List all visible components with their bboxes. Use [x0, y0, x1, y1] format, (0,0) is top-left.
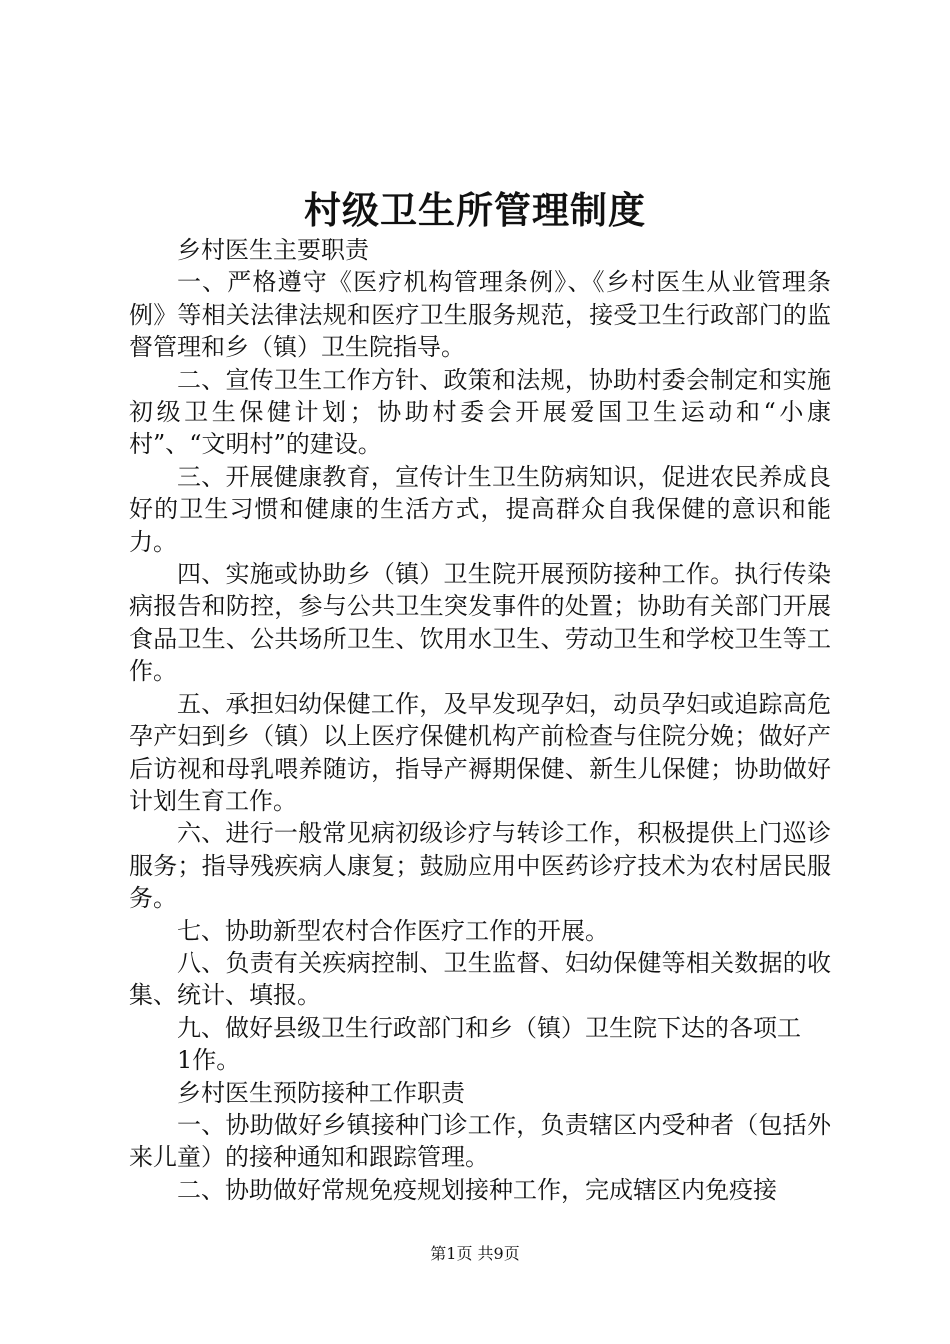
paragraph: 二、宣传卫生工作方针、政策和法规，协助村委会制定和实施初级卫生保健计划；协助村委会开展爱国卫生运动和“小康村”、“文明村”的建设。 [129, 365, 831, 459]
paragraph: 一、协助做好乡镇接种门诊工作，负责辖区内受种者（包括外来儿童）的接种通知和跟踪管理。 [129, 1110, 831, 1172]
paragraph: 四、实施或协助乡（镇）卫生院开展预防接种工作。执行传染病报告和防控，参与公共卫生突发事件的处置；协助有关部门开展食品卫生、公共场所卫生、饮用水卫生、劳动卫生和学校卫生等工作。 [129, 560, 831, 686]
paragraph: 1作。 [177, 1046, 241, 1075]
paragraph: 九、做好县级卫生行政部门和乡（镇）卫生院下达的各项工 [177, 1013, 801, 1042]
paragraph: 三、开展健康教育，宣传计生卫生防病知识，促进农民养成良好的卫生习惯和健康的生活方式，提高群众自我保健的意识和能力。 [129, 462, 831, 556]
paragraph: 七、协助新型农村合作医疗工作的开展。 [177, 916, 609, 945]
paragraph: 六、进行一般常见病初级诊疗与转诊工作，积极提供上门巡诊服务；指导残疾病人康复；鼓励应用中医药诊疗技术为农村居民服务。 [129, 819, 831, 913]
paragraph: 一、严格遵守《医疗机构管理条例》、《乡村医生从业管理条例》等相关法律法规和医疗卫生服务规范，接受卫生行政部门的监督管理和乡（镇）卫生院指导。 [129, 268, 831, 362]
paragraph: 五、承担妇幼保健工作，及早发现孕妇，动员孕妇或追踪高危孕产妇到乡（镇）以上医疗保健机构产前检查与住院分娩；做好产后访视和母乳喂养随访，指导产褥期保健、新生儿保健；协助做好计划生育工作。 [129, 689, 831, 815]
document-title: 村级卫生所管理制度 [304, 188, 646, 232]
section-heading: 乡村医生预防接种工作职责 [177, 1078, 465, 1107]
document-body [129, 234, 831, 1206]
paragraph: 八、负责有关疾病控制、卫生监督、妇幼保健等相关数据的收集、统计、填报。 [129, 948, 831, 1010]
paragraph: 二、协助做好常规免疫规划接种工作，完成辖区内免疫接 [177, 1175, 777, 1204]
page-footer: 第1页 共9页 [430, 1244, 520, 1263]
section-heading: 乡村医生主要职责 [177, 236, 369, 264]
